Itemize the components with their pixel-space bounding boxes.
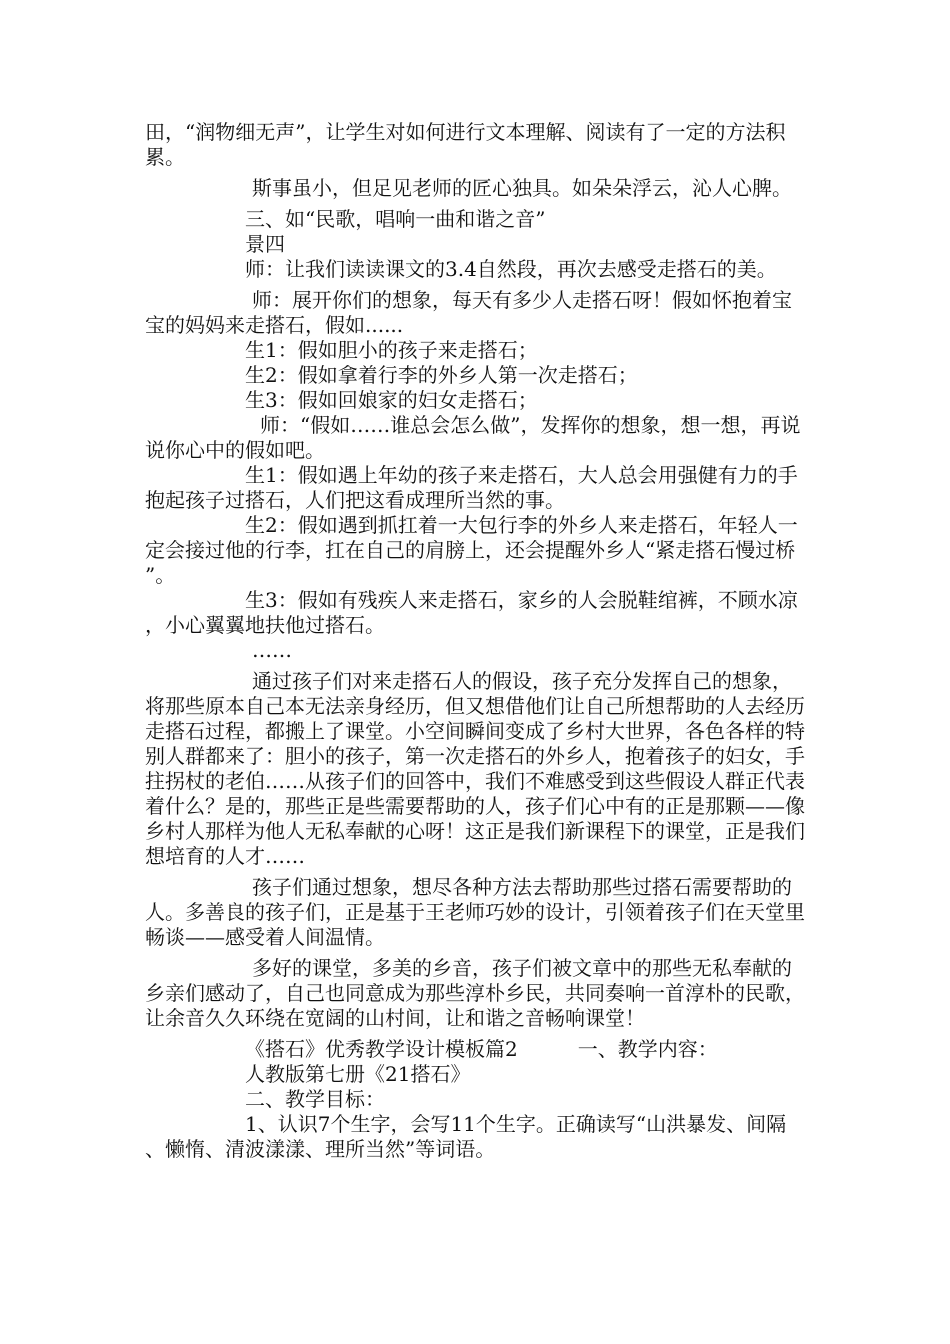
- paragraph-teacher-3: 师：“假如……谁总会怎么做”，发挥你的想象，想一想，再说说你心中的假如吧。: [145, 413, 801, 462]
- section2-heading-content: 一、教学内容：: [577, 1037, 718, 1061]
- paragraph-1: 田，“润物细无声”，让学生对如何进行文本理解、阅读有了一定的方法积累。: [145, 120, 786, 169]
- paragraph-2: 斯事虽小，但足见老师的匠心独具。如朵朵浮云，沁人心脾。: [252, 176, 792, 200]
- student-1-line: 生1：假如胆小的孩子来走搭石；: [245, 338, 538, 362]
- student-2-answer: 生2：假如遇到抓扛着一大包行李的外乡人来走搭石，年轻人一定会接过他的行李，扛在自己的肩膀上，还会提醒外乡人“紧走搭石慢过桥”。: [145, 513, 798, 587]
- paragraph-teacher-2: 师：展开你们的想象，每天有多少人走搭石呀！假如怀抱着宝宝的妈妈来走搭石，假如......: [145, 288, 792, 337]
- student-1-answer: 生1：假如遇上年幼的孩子来走搭石，大人总会用强健有力的手抱起孩子过搭石，人们把这看成理所当然的事。: [145, 463, 798, 512]
- section2-title-line: [145, 1037, 805, 1062]
- commentary-paragraph-1: 通过孩子们对来走搭石人的假设，孩子充分发挥自己的想象，将那些原本自己本无法亲身经历，但又想借他们让自己所想帮助的人去经历走搭石过程，都搬上了课堂。小空间瞬间变成了乡村大世界，各色各样的特别人群都来了：胆小的孩子，第一次走搭石的外乡人，抱着孩子的妇女，手拄拐杖的老伯……从孩子们的回答中，我们不难感受到这些假设人群正代表着什么？是的，那些正是些需要帮助的人，孩子们心中有的正是那颗——像乡村人那样为他人无私奉献的心呀！这正是我们新课程下的课堂，正是我们想培育的人才……: [145, 669, 805, 868]
- document-page: [145, 120, 805, 1162]
- student-2-line: 生2：假如拿着行李的外乡人第一次走搭石；: [245, 363, 638, 387]
- student-3-line: 生3：假如回娘家的妇女走搭石；: [245, 388, 538, 412]
- section2-content: 人教版第七册《21搭石》: [245, 1062, 471, 1086]
- commentary-paragraph-2: 孩子们通过想象，想尽各种方法去帮助那些过搭石需要帮助的人。多善良的孩子们，正是基于王老师巧妙的设计，引领着孩子们在天堂里畅谈——感受着人间温情。: [145, 875, 805, 949]
- paragraph-teacher-1: 师：让我们读读课文的3.4自然段，再次去感受走搭石的美。: [245, 257, 777, 281]
- commentary-paragraph-3: 多好的课堂，多美的乡音，孩子们被文章中的那些无私奉献的乡亲们感动了，自己也同意成为那些淳朴乡民，共同奏响一首淳朴的民歌，让余音久久环绕在宽阔的山村间，让和谐之音畅响课堂！: [145, 956, 805, 1030]
- section2-heading-goals: 二、教学目标：: [245, 1087, 385, 1111]
- student-3-answer: 生3：假如有残疾人来走搭石，家乡的人会脱鞋绾裤，不顾水凉，小心翼翼地扶他过搭石。: [145, 588, 798, 637]
- section2-goal-1: 1、认识7个生字，会写11个生字。正确读写“山洪暴发、间隔、懒惰、清波漾漾、理所当然”等词语。: [145, 1112, 787, 1161]
- ellipsis-line: ……: [252, 638, 292, 662]
- section-heading-3: 三、如“民歌，唱响一曲和谐之音”: [245, 207, 546, 231]
- section2-title: 《搭石》优秀教学设计模板篇2: [245, 1037, 518, 1061]
- scene-label: 景四: [245, 232, 285, 256]
